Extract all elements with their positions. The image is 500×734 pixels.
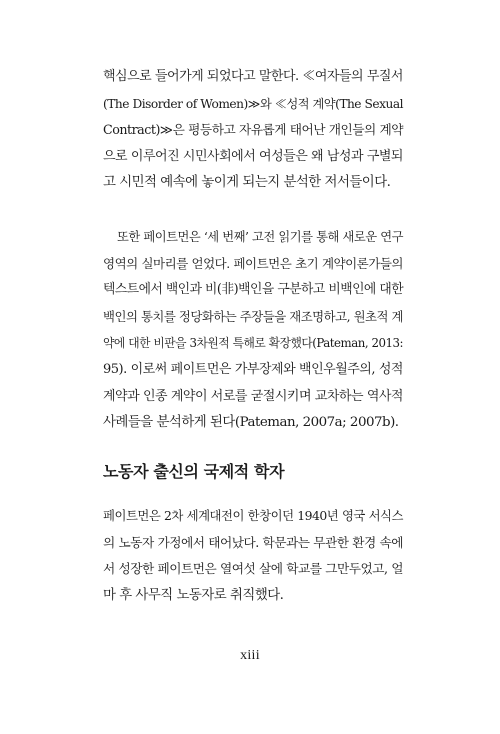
text-line: 마 후 사무직 노동자로 취직했다.: [103, 587, 284, 603]
text-line: 영역의 실마리를 얻었다. 페이트먼은 초기 계약이론가들의: [103, 255, 403, 271]
paragraph-1: [103, 64, 403, 197]
section-heading: 노동자 출신의 국제적 학자: [103, 462, 285, 481]
text-line: 사례들을 분석하게 된다(Pateman, 2007a; 2007b).: [103, 415, 399, 431]
text-line: 백인의 통치를 정당화하는 주장들을 재조명하고, 원초적 계: [103, 308, 403, 324]
text-line: 핵심으로 들어가게 되었다고 말한다. ≪여자들의 무질서: [103, 69, 403, 84]
text-line: 95). 이로써 페이트먼은 가부장제와 백인우월주의, 성적: [103, 361, 403, 377]
page-number: xiii: [240, 648, 260, 663]
text-line: 텍스트에서 백인과 비(非)백인을 구분하고 비백인에 대한: [103, 282, 404, 298]
text-line: Contract)≫은 평등하고 자유롭게 태어난 개인들의 계약: [103, 122, 403, 138]
text-line: 페이트먼은 2차 세계대전이 한창이던 1940년 영국 서식스: [103, 508, 403, 523]
text-line: (The Disorder of Women)≫와 ≪성적 계약(The Sexual: [103, 96, 403, 111]
text-line: 으로 이루어진 시민사회에서 여성들은 왜 남성과 구별되: [103, 148, 403, 164]
text-line: 서 성장한 페이트먼은 열여섯 살에 학교를 그만두었고, 얼: [103, 561, 403, 577]
text-line: 약에 대한 비판을 3차원적 특해로 확장했다(Pateman, 2013:: [103, 336, 403, 351]
text-line: 고 시민적 예속에 놓이게 되는지 분석한 저서들이다.: [103, 175, 391, 191]
paragraph-3: [103, 503, 403, 609]
paragraph-2: [103, 224, 403, 437]
text-line: 또한 페이트먼은 ‘세 번째’ 고전 읽기를 통해 새로운 연구: [117, 230, 403, 244]
text-line: 계약과 인종 계약이 서로를 굳절시키며 교차하는 역사적: [103, 388, 403, 404]
text-line: 의 노동자 가정에서 태어났다. 학문과는 무관한 환경 속에: [103, 534, 403, 550]
